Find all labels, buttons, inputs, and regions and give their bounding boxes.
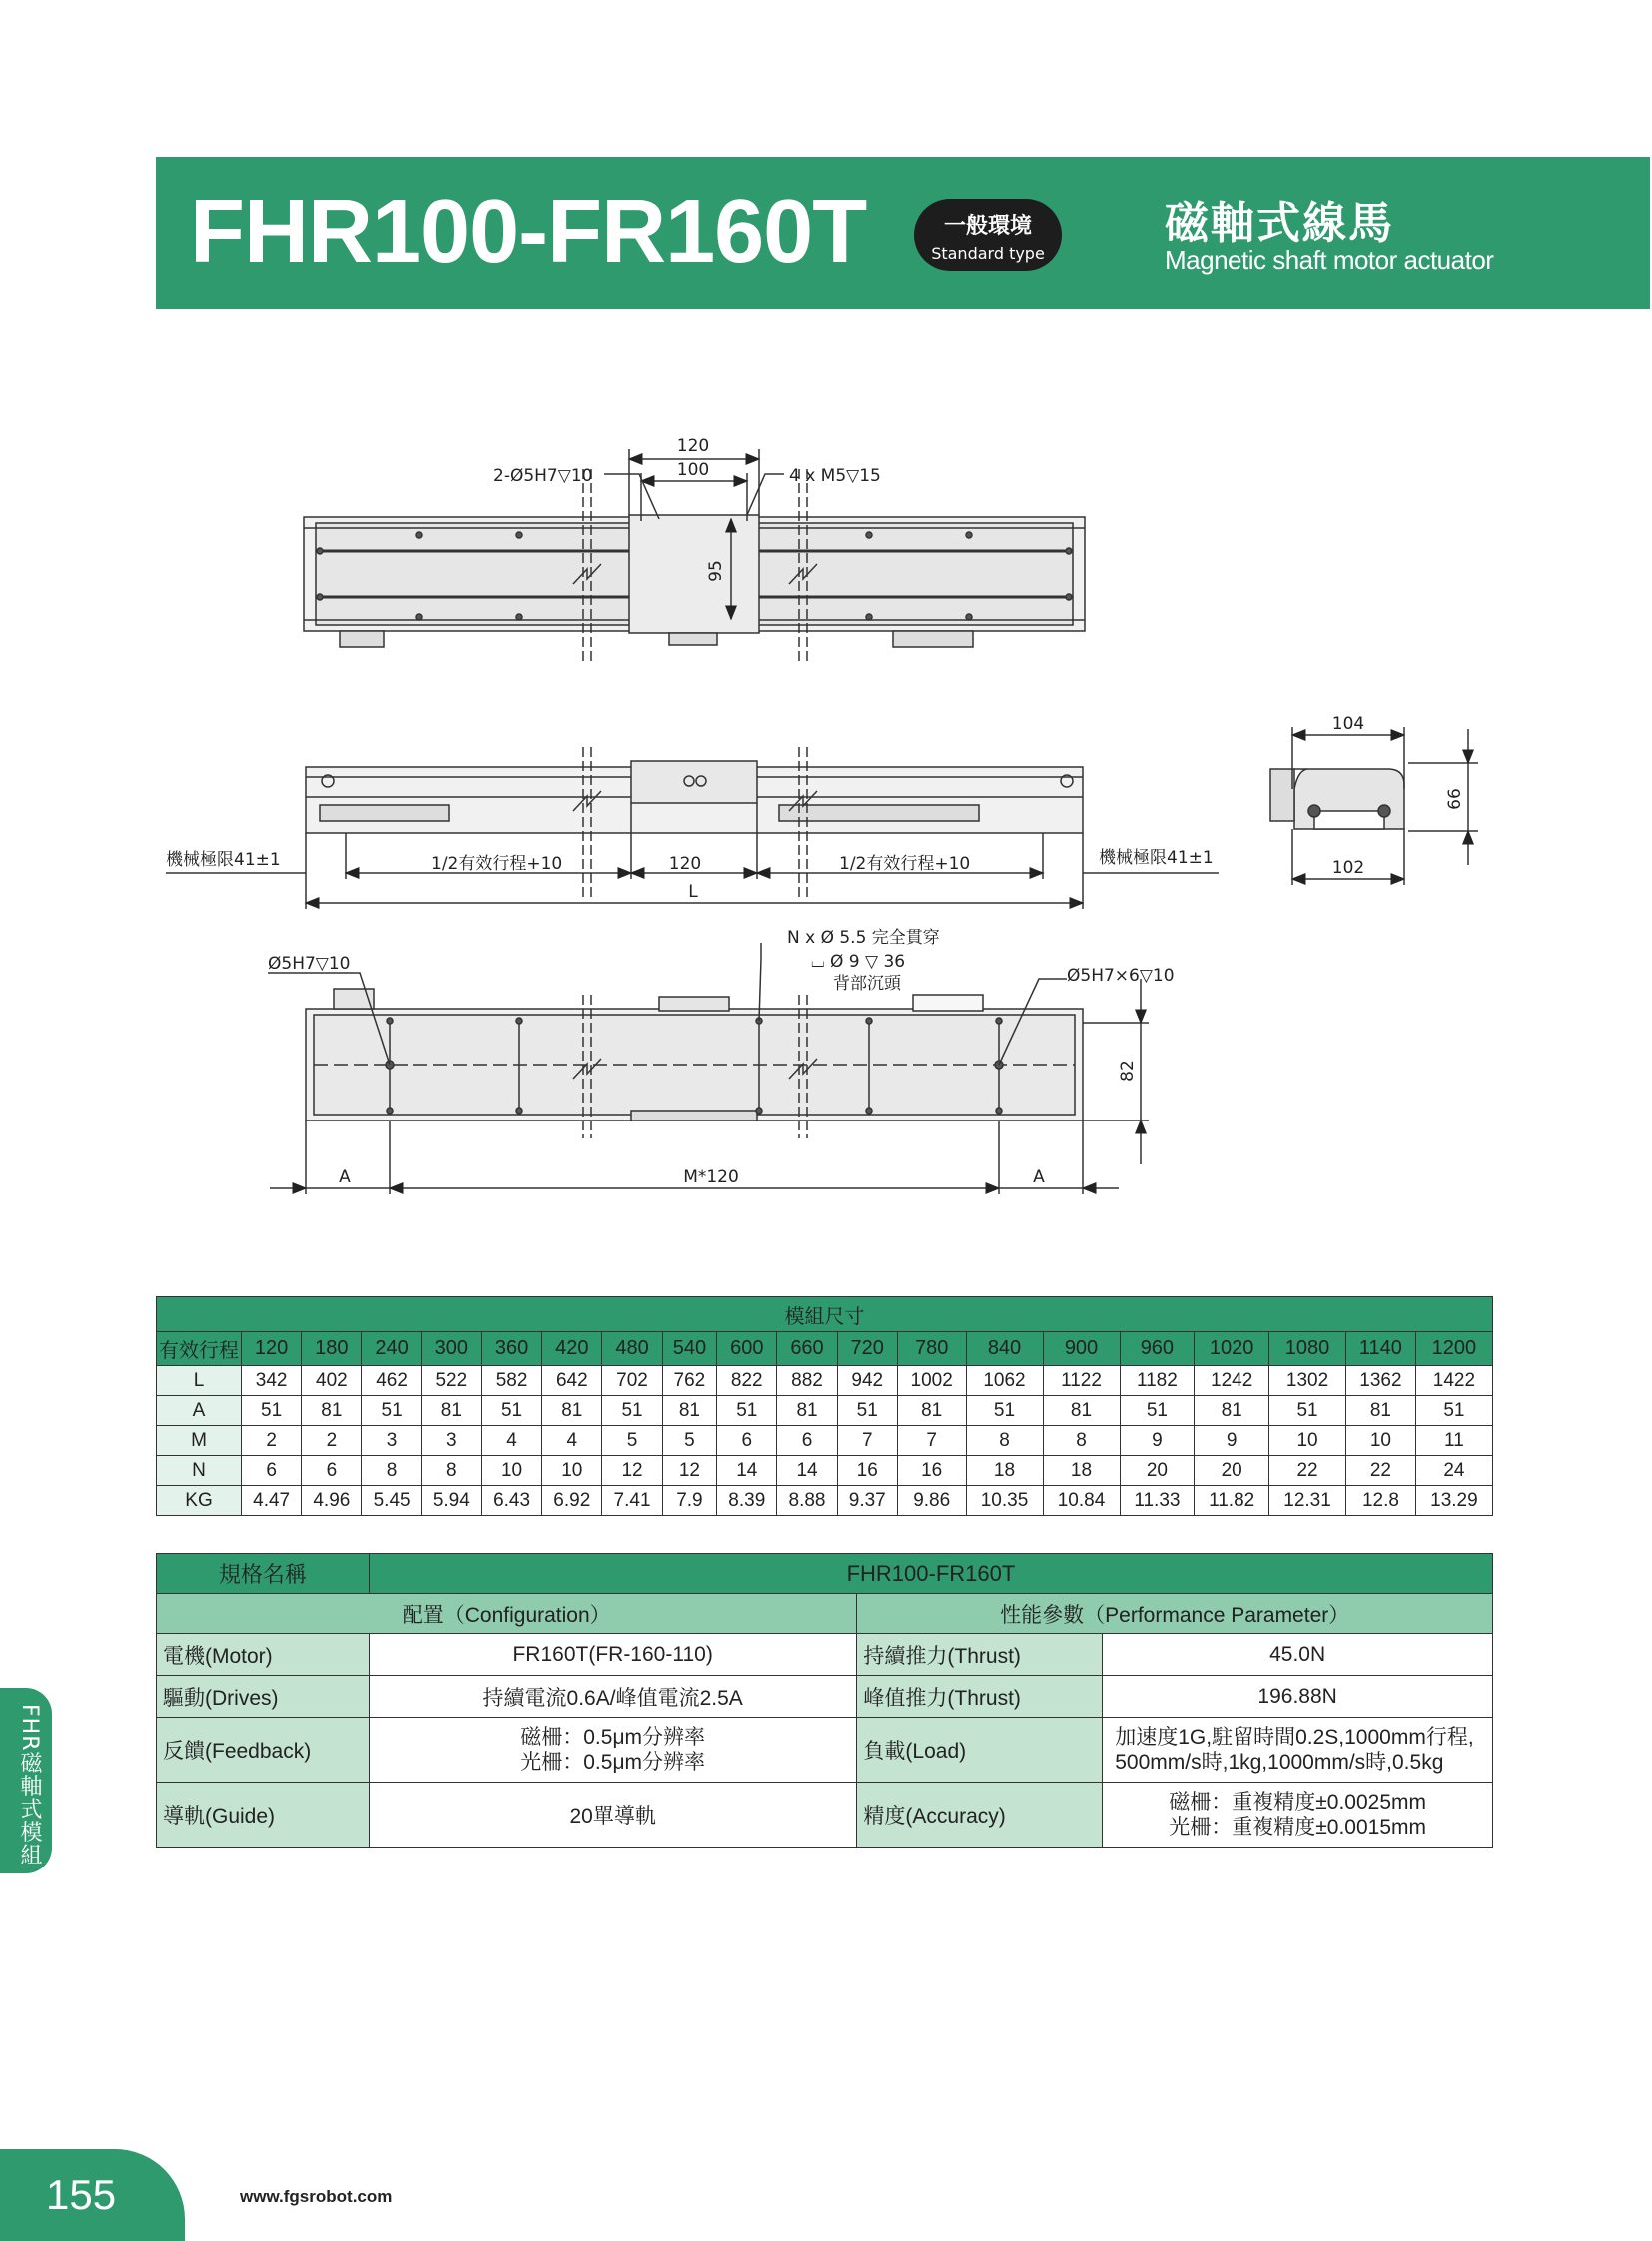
page-number-badge [0,2149,185,2241]
stroke-header-cell: 1140 [1346,1332,1416,1366]
table-cell: 4.47 [242,1486,302,1516]
table-cell: 51 [602,1396,662,1426]
table-cell: 12 [662,1456,717,1486]
holes-callout-line2: ⌴ Ø 9 ▽ 36 [811,952,906,972]
table-cell: 1182 [1120,1366,1195,1396]
table-cell: 5.45 [362,1486,421,1516]
table-cell: 4 [542,1426,602,1456]
stroke-header-cell: 180 [302,1332,362,1366]
load-value [1103,1718,1493,1783]
table-cell: 81 [302,1396,362,1426]
dim-a-right: A [1033,1167,1045,1187]
table-cell: 51 [1415,1396,1492,1426]
table-cell: 822 [717,1366,777,1396]
table-row [157,1486,1493,1516]
table-cell: 20 [1195,1456,1269,1486]
motor-value: FR160T(FR-160-110) [369,1634,857,1676]
table-cell: 642 [542,1366,602,1396]
load-line-2: 500mm/s時,1kg,1000mm/s時,0.5kg [1115,1751,1444,1774]
peak-thrust-value: 196.88N [1103,1676,1493,1718]
dim-120-top: 120 [676,436,710,456]
table-cell: 11.82 [1195,1486,1269,1516]
stroke-header-cell: 420 [542,1332,602,1366]
table-cell: 51 [966,1396,1043,1426]
table-cell: 12 [602,1456,662,1486]
load-line-1: 加速度1G,駐留時間0.2S,1000mm行程, [1115,1726,1474,1749]
pin-callout-right: Ø5H7×6▽10 [1067,966,1175,986]
section-side-tab [0,1688,52,1873]
table-cell: 1062 [966,1366,1043,1396]
accuracy-label: 精度(Accuracy) [857,1783,1103,1848]
motor-label: 電機(Motor) [157,1634,370,1676]
table-cell: 51 [362,1396,421,1426]
thrust-value: 45.0N [1103,1634,1493,1676]
dim-a-left: A [339,1167,351,1187]
stroke-header-cell: 540 [662,1332,717,1366]
dim-102: 102 [1331,858,1365,878]
website-url: www.fgsrobot.com [240,2187,393,2206]
stroke-header-cell: 900 [1043,1332,1120,1366]
spec-name-label: 規格名稱 [157,1554,370,1594]
stroke-header-cell: 660 [777,1332,837,1366]
table-cell: 6 [717,1426,777,1456]
table-cell: 16 [837,1456,897,1486]
table-cell: 1422 [1415,1366,1492,1396]
guide-value: 20單導軌 [369,1783,857,1848]
table-cell: 6.92 [542,1486,602,1516]
table-cell: 11 [1415,1426,1492,1456]
callout-thread-top: 4 x M5▽15 [789,466,881,486]
product-title-en: Magnetic shaft motor actuator [1165,245,1494,275]
table-cell: 762 [662,1366,717,1396]
load-label: 負載(Load) [857,1718,1103,1783]
table-cell: 18 [966,1456,1043,1486]
feedback-value [369,1718,857,1783]
table-cell: 582 [481,1366,541,1396]
table-cell: 81 [662,1396,717,1426]
table-cell: 16 [897,1456,966,1486]
table-cell: 702 [602,1366,662,1396]
table-cell: 1002 [897,1366,966,1396]
table-cell: 51 [242,1396,302,1426]
row-label: N [157,1456,242,1486]
dim-104: 104 [1331,714,1365,734]
dimension-table-caption: 模組尺寸 [157,1297,1493,1332]
stroke-header-cell: 600 [717,1332,777,1366]
table-cell: 342 [242,1366,302,1396]
table-cell: 5.94 [421,1486,481,1516]
holes-callout-line1: N x Ø 5.5 完全貫穿 [787,928,940,948]
page-number: 155 [46,2171,117,2218]
table-cell: 51 [481,1396,541,1426]
table-cell: 942 [837,1366,897,1396]
table-cell: 3 [362,1426,421,1456]
spec-table [156,1553,1493,1848]
stroke-header-cell: 1020 [1195,1332,1269,1366]
table-cell: 81 [777,1396,837,1426]
table-cell: 6.43 [481,1486,541,1516]
table-cell: 10 [1269,1426,1346,1456]
table-row [157,1456,1493,1486]
top-view [304,449,1085,661]
stroke-header-cell: 120 [242,1332,302,1366]
table-cell: 1302 [1269,1366,1346,1396]
table-cell: 6 [777,1426,837,1456]
table-cell: 81 [1195,1396,1269,1426]
environment-en: Standard type [931,244,1045,263]
stroke-header-label: 有效行程 [157,1332,242,1366]
spec-name-value: FHR100-FR160T [369,1554,1492,1594]
stroke-header-cell: 1200 [1415,1332,1492,1366]
row-label: KG [157,1486,242,1516]
table-cell: 10 [542,1456,602,1486]
dim-m-pitch: M*120 [683,1167,739,1187]
table-cell: 402 [302,1366,362,1396]
table-cell: 8.39 [717,1486,777,1516]
table-cell: 2 [242,1426,302,1456]
table-cell: 22 [1346,1456,1416,1486]
table-cell: 8.88 [777,1486,837,1516]
table-cell: 1122 [1043,1366,1120,1396]
row-label: A [157,1396,242,1426]
table-cell: 14 [717,1456,777,1486]
table-cell: 7 [837,1426,897,1456]
dimension-table [156,1296,1493,1516]
table-cell: 882 [777,1366,837,1396]
row-label: M [157,1426,242,1456]
table-cell: 1362 [1346,1366,1416,1396]
table-cell: 81 [1346,1396,1416,1426]
environment-cn: 一般環境 [943,214,1032,239]
performance-header: 性能參數（Performance Parameter） [857,1594,1493,1634]
table-cell: 462 [362,1366,421,1396]
dim-95: 95 [706,560,726,582]
table-cell: 10.84 [1043,1486,1120,1516]
dim-66: 66 [1445,788,1465,810]
table-cell: 10 [1346,1426,1416,1456]
bottom-view [268,943,1149,1194]
stroke-header-cell: 840 [966,1332,1043,1366]
stroke-header-row [157,1332,1493,1366]
table-cell: 7.9 [662,1486,717,1516]
table-cell: 51 [837,1396,897,1426]
table-cell: 51 [1269,1396,1346,1426]
model-title: FHR100-FR160T [190,182,867,282]
stroke-header-cell: 360 [481,1332,541,1366]
table-cell: 24 [1415,1456,1492,1486]
drives-value: 持續電流0.6A/峰值電流2.5A [369,1676,857,1718]
table-cell: 81 [897,1396,966,1426]
table-cell: 9 [1195,1426,1269,1456]
table-cell: 7.41 [602,1486,662,1516]
table-cell: 8 [966,1426,1043,1456]
row-label: L [157,1366,242,1396]
drives-label: 驅動(Drives) [157,1676,370,1718]
table-cell: 6 [302,1456,362,1486]
guide-label: 導軌(Guide) [157,1783,370,1848]
table-cell: 81 [421,1396,481,1426]
table-cell: 522 [421,1366,481,1396]
dimension-table-body [157,1366,1493,1516]
section-side-tab-label: FHR磁軸式模組 [17,1704,42,1867]
stroke-header-cell: 720 [837,1332,897,1366]
pin-callout-left: Ø5H7▽10 [268,954,351,974]
dim-82: 82 [1118,1060,1138,1082]
table-cell: 18 [1043,1456,1120,1486]
table-row [157,1396,1493,1426]
peak-thrust-label: 峰值推力(Thrust) [857,1676,1103,1718]
callout-pin-top: 2-Ø5H7▽10 [493,466,593,486]
table-cell: 8 [362,1456,421,1486]
table-row [157,1366,1493,1396]
stroke-header-cell: 300 [421,1332,481,1366]
mech-limit-left: 機械極限41±1 [166,850,281,870]
half-stroke-left: 1/2有效行程+10 [431,854,563,874]
stroke-header-cell: 1080 [1269,1332,1346,1366]
table-cell: 22 [1269,1456,1346,1486]
table-cell: 81 [1043,1396,1120,1426]
thrust-label: 持續推力(Thrust) [857,1634,1103,1676]
table-cell: 13.29 [1415,1486,1492,1516]
stroke-header-cell: 960 [1120,1332,1195,1366]
mech-limit-right: 機械極限41±1 [1099,848,1214,868]
table-cell: 10.35 [966,1486,1043,1516]
table-cell: 12.8 [1346,1486,1416,1516]
table-cell: 1242 [1195,1366,1269,1396]
carriage-length: 120 [668,854,702,874]
table-cell: 4 [481,1426,541,1456]
product-title-cn: 磁軸式線馬 [1165,198,1394,249]
table-cell: 5 [662,1426,717,1456]
table-cell: 8 [1043,1426,1120,1456]
feedback-line-1: 磁柵：0.5μm分辨率 [520,1726,706,1749]
table-cell: 51 [1120,1396,1195,1426]
table-cell: 20 [1120,1456,1195,1486]
overall-length: L [688,882,698,902]
table-cell: 51 [717,1396,777,1426]
table-cell: 9 [1120,1426,1195,1456]
table-cell: 5 [602,1426,662,1456]
table-row [157,1426,1493,1456]
stroke-header-cell: 240 [362,1332,421,1366]
table-cell: 3 [421,1426,481,1456]
holes-callout-line3: 背部沉頭 [833,974,901,994]
table-cell: 12.31 [1269,1486,1346,1516]
config-header: 配置（Configuration） [157,1594,857,1634]
table-cell: 14 [777,1456,837,1486]
accuracy-line-2: 光柵：重複精度±0.0015mm [1169,1816,1426,1839]
feedback-label: 反饋(Feedback) [157,1718,370,1783]
table-cell: 9.37 [837,1486,897,1516]
table-cell: 11.33 [1120,1486,1195,1516]
table-cell: 6 [242,1456,302,1486]
table-cell: 10 [481,1456,541,1486]
stroke-header-cell: 480 [602,1332,662,1366]
table-cell: 2 [302,1426,362,1456]
table-cell: 4.96 [302,1486,362,1516]
table-cell: 9.86 [897,1486,966,1516]
dim-100-top: 100 [676,460,710,480]
accuracy-line-1: 磁柵：重複精度±0.0025mm [1169,1791,1426,1814]
stroke-header-cell: 780 [897,1332,966,1366]
table-cell: 7 [897,1426,966,1456]
table-cell: 8 [421,1456,481,1486]
table-cell: 81 [542,1396,602,1426]
accuracy-value [1103,1783,1493,1848]
feedback-line-2: 光柵：0.5μm分辨率 [520,1751,706,1774]
half-stroke-right: 1/2有效行程+10 [839,854,971,874]
